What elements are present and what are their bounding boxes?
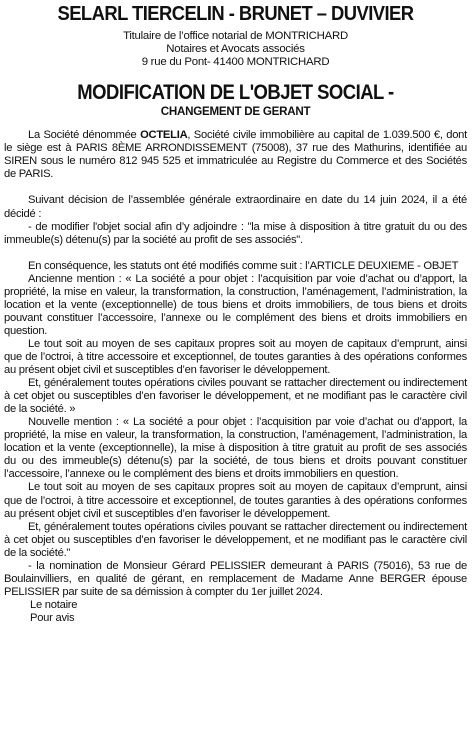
- company-intro-before: La Société dénommée: [28, 129, 141, 142]
- manager-change-paragraph: - la nomination de Monsieur Gérard PELISSIER demeurant à PARIS (75016), 53 rue de Boulainvilliers, en qualité de gérant, en remplacement de Madame Anne BERGER épouse PELISSIER par suite de sa démission à compter du 1er juillet 2024.: [4, 559, 467, 598]
- decision-paragraph: Suivant décision de l’assemblée générale extraordinaire en date du 14 juin 2024, il a été décidé :: [4, 194, 467, 220]
- signoff: [4, 599, 467, 625]
- old-mention-paragraph: Ancienne mention : « La société a pour objet : l’acquisition par voie d’achat ou d’apport, la propriété, la mise en valeur, la transformation, la construction, l’aménagement, l’administration, la location et la vente (exceptionnelle) de tous biens et droits immobiliers, de tous biens et droits pouvant constituer l’accessoire, l’annexe ou le complément des biens et droits immobiliers en question.: [4, 272, 467, 337]
- new-funding-paragraph: Le tout soit au moyen de ses capitaux propres soit au moyen de capitaux d’emprunt, ainsi que de l’octroi, à titre accessoire et exceptionnel, de toutes garanties à des opérations conformes au présent objet civil et susceptibles d’en favoriser le développement.: [4, 481, 467, 520]
- paragraph-gap: [4, 181, 467, 194]
- new-operations-paragraph: Et, généralement toutes opérations civiles pouvant se rattacher directement ou indirectement à cet objet ou susceptibles d’en favoriser le développement, et ne modifiant pas le caractère civil de la société.": [4, 520, 467, 559]
- signoff-pour-avis: Pour avis: [30, 611, 75, 624]
- consequence-paragraph: En conséquence, les statuts ont été modifiés comme suit : l’ARTICLE DEUXIEME - OBJET: [28, 259, 459, 272]
- office-line-address: 9 rue du Pont- 41400 MONTRICHARD: [141, 56, 330, 69]
- office-line-partners: Notaires et Avocats associés: [166, 43, 305, 56]
- new-mention-paragraph: Nouvelle mention : « La société a pour objet : l’acquisition par voie d’achat ou d’apport, la propriété, la mise en valeur, la transformation, la construction, l’aménagement, l’administration, la location et la vente (exceptionnelle), la mise à disposition à titre gratuit au profit de ses associés du ou des immeuble(s) détenu(s) par la société, de tous biens et droits pouvant constituer l’accessoire, l’annexe ou le complément des biens et droits immobiliers en question.: [4, 416, 467, 481]
- old-operations-paragraph: Et, généralement toutes opérations civiles pouvant se rattacher directement ou indirectement à cet objet ou susceptibles d’en favoriser le développement, et ne modifiant pas le caractère civil de la société. »: [4, 377, 467, 416]
- company-intro-paragraph: [4, 129, 467, 181]
- company-name: OCTELIA: [140, 129, 188, 142]
- office-line-title: Titulaire de l’office notarial de MONTRICHARD: [123, 30, 348, 42]
- decision-item-paragraph: - de modifier l'objet social afin d’y adjoindre : "la mise à disposition à titre gratuit du ou des immeuble(s) détenu(s) par la société au profit de ses associés".: [4, 220, 467, 246]
- notice-subtitle: CHANGEMENT DE GERANT: [160, 105, 311, 119]
- notice-title: MODIFICATION DE L'OBJET SOCIAL -: [77, 81, 394, 105]
- office-details: [4, 30, 467, 69]
- signoff-notary: Le notaire: [30, 598, 78, 611]
- office-name: SELARL TIERCELIN - BRUNET – DUVIVIER: [57, 3, 414, 25]
- old-funding-paragraph: Le tout soit au moyen de ses capitaux propres soit au moyen de capitaux d’emprunt, ainsi que de l’octroi, à titre accessoire et exceptionnel, de toutes garanties à des opérations conformes au présent objet civil et susceptibles d’en favoriser le développement.: [4, 337, 467, 377]
- paragraph-gap: [4, 247, 467, 260]
- company-intro-after: , Société civile immobilière au capital de 1.039.500 €, dont le siège est à PARIS 8ÈME ARRONDISSEMENT (75008), 37 rue des Mathurins, identifiée au SIREN sous le numéro 812 945 525 et immatriculée au Registre du Commerce et des Sociétés de PARIS.: [4, 129, 467, 181]
